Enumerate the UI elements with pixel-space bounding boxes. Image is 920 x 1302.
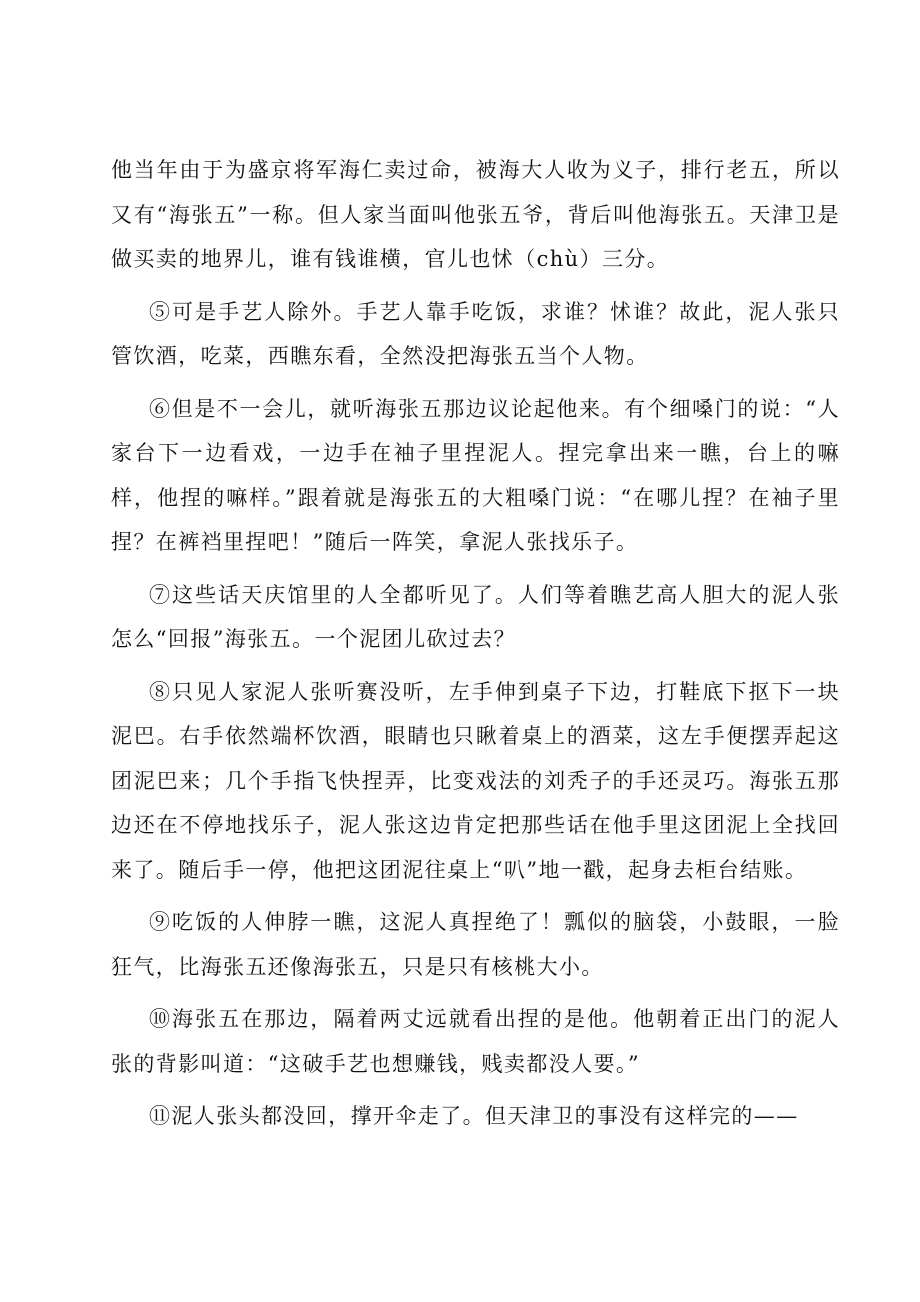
paragraph-11: ⑪泥人张头都没回，撑开伞走了。但天津卫的事没有这样完的—— — [149, 1104, 799, 1128]
paragraph-10: ⑩海张五在那边，隔着两丈远就看出捏的是他。他朝着正出门的泥人张的背影叫道：“这破手艺也想赚钱，贱卖都没人要。” — [111, 1007, 840, 1076]
paragraph-intro: 他当年由于为盛京将军海仁卖过命，被海大人收为义子，排行老五，所以又有“海张五”一称。但人家当面叫他张五爷，背后叫他海张五。天津卫是做买卖的地界儿，谁有钱谁横，官儿也怵（chù）三分。 — [111, 158, 840, 271]
paragraph-9: ⑨吃饭的人伸脖一瞧，这泥人真捏绝了！瓢似的脑袋，小鼓眼，一脸狂气，比海张五还像海张五，只是只有核桃大小。 — [111, 910, 840, 979]
paragraph-5: ⑤可是手艺人除外。手艺人靠手吃饭，求谁？怵谁？故此，泥人张只管饮酒，吃菜，西瞧东看，全然没把海张五当个人物。 — [111, 299, 840, 368]
paragraph-8: ⑧只见人家泥人张听赛没听，左手伸到桌子下边，打鞋底下抠下一块泥巴。右手依然端杯饮酒，眼睛也只瞅着桌上的酒菜，这左手便摆弄起这团泥巴来；几个手指飞快捏弄，比变戏法的刘秃子的手还灵巧。海张五那边还在不停地找乐子，泥人张这边肯定把那些话在他手里这团泥上全找回来了。随后手一停，他把这团泥往桌上“叭”地一戳，起身去柜台结账。 — [111, 679, 840, 882]
paragraph-6: ⑥但是不一会儿，就听海张五那边议论起他来。有个细嗓门的说：“人家台下一边看戏，一边手在袖子里捏泥人。捏完拿出来一瞧，台上的嘛样，他捏的嘛样。”跟着就是海张五的大粗嗓门说：“在哪儿捏？在袖子里捏？在裤裆里捏吧！”随后一阵笑，拿泥人张找乐子。 — [111, 396, 840, 554]
paragraph-7: ⑦这些话天庆馆里的人全都听见了。人们等着瞧艺高人胆大的泥人张怎么“回报”海张五。一个泥团儿砍过去？ — [111, 582, 840, 651]
